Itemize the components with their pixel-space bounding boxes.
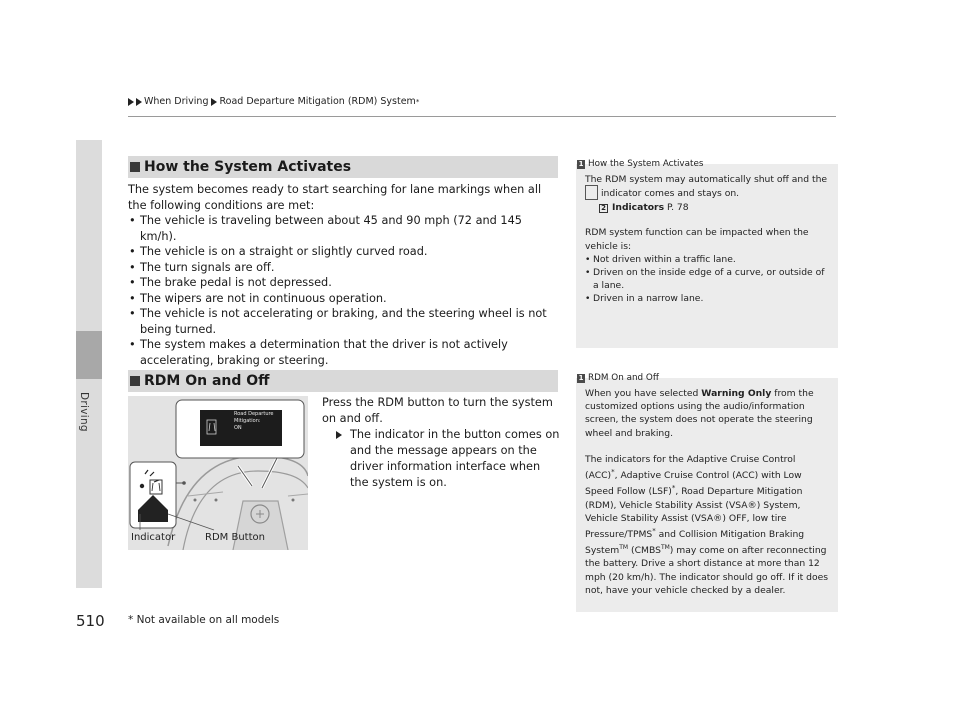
heading-square-icon <box>130 376 140 386</box>
trademark-mark: TM <box>619 544 629 552</box>
note-bullet: • Driven on the inside edge of a curve, or outside of a lane. <box>585 266 830 292</box>
note-marker-icon: 1 <box>578 373 584 382</box>
note-marker-icon: 1 <box>578 159 584 168</box>
activation-body <box>128 182 558 368</box>
condition-item: • The turn signals are off. <box>128 260 558 276</box>
rdm-indicator-icon <box>585 185 598 200</box>
screen-line: ON <box>234 425 242 431</box>
result-text: The indicator in the button comes on and the message appears on the driver information interface when the system is on. <box>350 428 560 489</box>
section-title: RDM On and Off <box>144 373 270 389</box>
note-text: ) may come on after reconnecting the battery. Drive a short distance at more than 12 mph (20 km/h). The indicator should go off. If it does not, have your vehicle checked by a dealer. <box>585 545 829 596</box>
note-bullet: • Driven in a narrow lane. <box>585 292 830 305</box>
breadcrumb-level1[interactable]: When Driving <box>144 96 209 107</box>
section-heading-activation <box>128 156 558 178</box>
screen-message <box>234 411 274 432</box>
section-heading-rdm-on-off <box>128 370 558 392</box>
note-text: from the customized options using the audio/information screen, the system does not operate the steering wheel and braking. <box>585 388 814 439</box>
note-paragraph <box>585 453 830 597</box>
note-title: RDM On and Off <box>588 373 659 383</box>
activation-intro: The system becomes ready to start searching for lane markings when all the following conditions are met: <box>128 183 542 212</box>
condition-item: • The system makes a determination that the driver is not actively accelerating, braking or steering. <box>128 337 558 368</box>
availability-mark: * <box>611 468 615 477</box>
reference-page: P. 78 <box>666 202 689 214</box>
header-rule <box>128 116 836 117</box>
note-rdm-on-off <box>576 373 838 612</box>
note-body <box>576 170 838 314</box>
note-body <box>576 384 838 605</box>
note-heading <box>576 372 838 384</box>
activation-conditions <box>128 213 558 368</box>
breadcrumb-level2[interactable]: Road Departure Mitigation (RDM) System <box>219 96 416 107</box>
breadcrumb <box>128 96 419 107</box>
dashboard-drawing <box>128 396 308 550</box>
note-paragraph <box>585 387 830 440</box>
availability-mark: * <box>652 526 656 535</box>
rdm-button-illustration <box>128 396 308 550</box>
chapter-tab-marker <box>76 331 102 379</box>
breadcrumb-arrow-icon <box>136 98 142 106</box>
condition-item: • The vehicle is on a straight or slightly curved road. <box>128 244 558 260</box>
instruction-result <box>322 427 560 491</box>
note-text: and Collision Mitigation Braking System <box>585 529 805 557</box>
note-paragraph <box>585 186 830 201</box>
reference-arrow-icon: 2 <box>599 204 608 213</box>
screen-line: Road Departure <box>234 411 274 417</box>
note-bullet: • Not driven within a traffic lane. <box>585 253 830 266</box>
section-title: How the System Activates <box>144 159 352 175</box>
label-rdm-button: RDM Button <box>205 532 265 543</box>
condition-item: • The vehicle is traveling between about 45 and 90 mph (72 and 145 km/h). <box>128 213 558 244</box>
note-paragraph: RDM system function can be impacted when the vehicle is: <box>585 227 809 252</box>
note-text: , Road Departure Mitigation (RDM), Vehicle Stability Assist (VSA®) System, Vehicle Stability Assist (VSA®) OFF, low tire Pressure/TPMS <box>585 486 803 541</box>
note-text: When you have selected <box>585 388 702 399</box>
note-text: , Adaptive Cruise Control (ACC) with Low Speed Follow (LSF) <box>585 470 802 498</box>
footnote: * Not available on all models <box>128 614 280 626</box>
condition-item: • The brake pedal is not depressed. <box>128 275 558 291</box>
note-heading <box>576 158 838 170</box>
condition-item: • The vehicle is not accelerating or braking, and the steering wheel is not being turned. <box>128 306 558 337</box>
screen-line: Mitigation: <box>234 418 261 424</box>
trademark-mark: TM <box>660 544 670 552</box>
note-text: (CMBS <box>628 545 661 557</box>
breadcrumb-arrow-icon <box>211 98 217 106</box>
note-title: How the System Activates <box>588 159 704 169</box>
availability-mark: * <box>671 484 676 493</box>
note-text: The indicators for the Adaptive Cruise Control (ACC) <box>585 453 796 482</box>
option-name: Warning Only <box>701 388 772 399</box>
note-paragraph: The RDM system may automatically shut off and the <box>585 174 828 185</box>
condition-item: • The wipers are not in continuous operation. <box>128 291 558 307</box>
note-how-system-activates <box>576 159 838 348</box>
reference-title: Indicators <box>612 202 665 214</box>
chapter-label: Driving <box>78 392 90 432</box>
note-text: indicator comes and stays on. <box>601 188 740 200</box>
result-arrow-icon <box>336 431 342 439</box>
rdm-instruction <box>322 395 560 491</box>
heading-square-icon <box>130 162 140 172</box>
press-instruction: Press the RDM button to turn the system on and off. <box>322 396 553 425</box>
page-reference[interactable] <box>585 201 830 214</box>
page-number: 510 <box>76 612 105 630</box>
label-indicator: Indicator <box>131 532 176 543</box>
breadcrumb-arrow-icon <box>128 98 134 106</box>
availability-mark: * <box>415 97 420 106</box>
